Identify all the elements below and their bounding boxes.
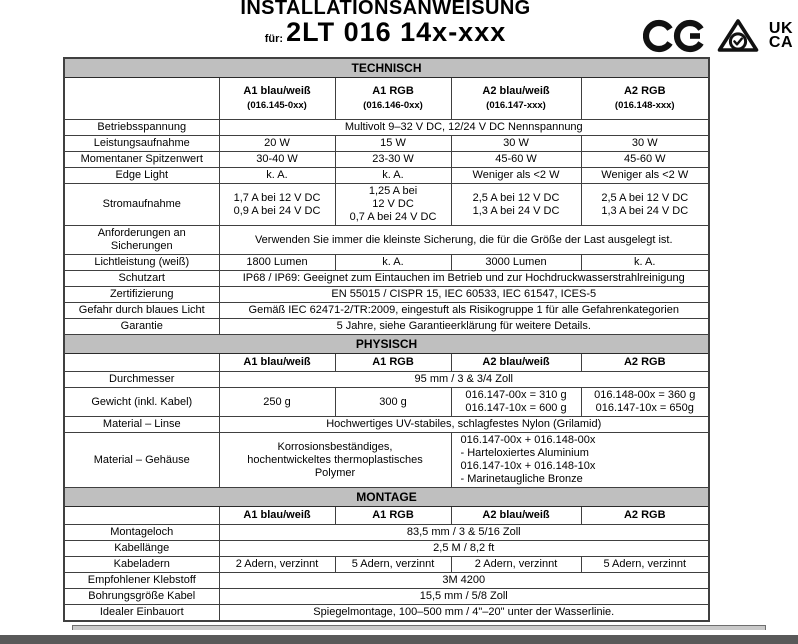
spec-value: 15 W bbox=[335, 136, 451, 152]
spec-label: Stromaufnahme bbox=[64, 184, 219, 226]
column-name: A1 blau/weiß bbox=[243, 509, 311, 521]
column-name: A2 RGB bbox=[623, 356, 666, 368]
table-row bbox=[64, 433, 709, 488]
spec-value: 250 g bbox=[219, 388, 335, 417]
spec-label: Betriebsspannung bbox=[64, 120, 219, 136]
table-row bbox=[64, 372, 709, 388]
section-title: PHYSISCH bbox=[64, 335, 709, 354]
value-line: 016.147-00x + 016.148-00x bbox=[460, 434, 596, 446]
spec-label: Montageloch bbox=[64, 525, 219, 541]
spec-value: IP68 / IP69: Geeignet zum Eintauchen im Betrieb und zur Hochdruckwasserstrahlreinigung bbox=[219, 271, 709, 287]
spec-value bbox=[581, 184, 709, 226]
table-row bbox=[64, 226, 709, 255]
column-header bbox=[335, 78, 451, 120]
spec-table-body bbox=[64, 58, 709, 621]
table-row bbox=[64, 287, 709, 303]
spec-value: 20 W bbox=[219, 136, 335, 152]
column-header-empty bbox=[64, 507, 219, 525]
spec-value bbox=[581, 388, 709, 417]
column-header-row bbox=[64, 78, 709, 120]
value-line: 0,9 A bei 24 V DC bbox=[233, 204, 321, 217]
table-row bbox=[64, 303, 709, 319]
value-line: 1,3 A bei 24 V DC bbox=[601, 204, 689, 217]
column-header bbox=[219, 78, 335, 120]
value-line: 2,5 A bei 12 V DC bbox=[601, 191, 689, 204]
value-line: 0,7 A bei 24 V DC bbox=[349, 211, 437, 223]
table-row bbox=[64, 152, 709, 168]
ce-mark-icon bbox=[643, 18, 707, 54]
spec-value bbox=[219, 184, 335, 226]
spec-label: Momentaner Spitzenwert bbox=[64, 152, 219, 168]
column-name: A2 blau/weiß bbox=[482, 356, 550, 368]
table-row bbox=[64, 136, 709, 152]
spec-value: 23-30 W bbox=[335, 152, 451, 168]
ukca-line-2: CA bbox=[768, 34, 793, 51]
table-row bbox=[64, 319, 709, 335]
spec-value: Weniger als <2 W bbox=[581, 168, 709, 184]
spec-value bbox=[451, 433, 709, 488]
spec-label: Anforderungen an Sicherungen bbox=[64, 226, 219, 255]
table-row bbox=[64, 271, 709, 287]
next-section-cut-bar bbox=[72, 625, 766, 630]
spec-value bbox=[451, 388, 581, 417]
spec-label: Zertifizierung bbox=[64, 287, 219, 303]
value-line: - Harteloxiertes Aluminium bbox=[460, 447, 589, 459]
section-title: MONTAGE bbox=[64, 488, 709, 507]
value-line: 1,3 A bei 24 V DC bbox=[472, 204, 560, 217]
spec-label: Leistungsaufnahme bbox=[64, 136, 219, 152]
document-header bbox=[0, 0, 798, 57]
spec-value: 2 Adern, verzinnt bbox=[451, 557, 581, 573]
spec-value: 83,5 mm / 3 & 5/16 Zoll bbox=[219, 525, 709, 541]
column-header bbox=[451, 354, 581, 372]
column-part-number: (016.147-xxx) bbox=[486, 100, 546, 111]
subtitle-prefix: für: bbox=[264, 33, 284, 45]
page-title: INSTALLATIONSANWEISUNG bbox=[240, 0, 531, 19]
column-name: A2 blau/weiß bbox=[482, 509, 550, 521]
spec-label: Bohrungsgröße Kabel bbox=[64, 589, 219, 605]
column-part-number: (016.148-xxx) bbox=[614, 100, 675, 111]
column-header bbox=[335, 354, 451, 372]
value-line: 2,5 A bei 12 V DC bbox=[472, 191, 560, 204]
spec-label: Material – Gehäuse bbox=[64, 433, 219, 488]
column-header bbox=[451, 78, 581, 120]
spec-value: 5 Adern, verzinnt bbox=[335, 557, 451, 573]
value-line: 016.147-10x = 600 g bbox=[465, 402, 567, 414]
table-row bbox=[64, 589, 709, 605]
column-header bbox=[335, 507, 451, 525]
model-number: 2LT 016 14x-xxx bbox=[286, 17, 507, 47]
spec-value: 30 W bbox=[451, 136, 581, 152]
table-row bbox=[64, 388, 709, 417]
section-title: TECHNISCH bbox=[64, 58, 709, 78]
footer-cut-bar bbox=[0, 635, 798, 644]
value-line: 016.147-00x = 310 g bbox=[465, 389, 567, 401]
spec-value: EN 55015 / CISPR 15, IEC 60533, IEC 61547, ICES-5 bbox=[219, 287, 709, 303]
spec-value: Weniger als <2 W bbox=[451, 168, 581, 184]
spec-value: 95 mm / 3 & 3/4 Zoll bbox=[219, 372, 709, 388]
spec-value bbox=[451, 184, 581, 226]
value-line: 016.147-10x = 650g bbox=[595, 402, 694, 414]
spec-value: Verwenden Sie immer die kleinste Sicherung, die für die Größe der Last ausgelegt ist. bbox=[219, 226, 709, 255]
spec-value: 300 g bbox=[335, 388, 451, 417]
column-name: A1 RGB bbox=[372, 85, 414, 97]
rcm-mark-icon bbox=[716, 17, 760, 55]
column-header bbox=[451, 507, 581, 525]
spec-label: Edge Light bbox=[64, 168, 219, 184]
column-name: A2 blau/weiß bbox=[482, 85, 550, 97]
spec-value: 3M 4200 bbox=[219, 573, 709, 589]
column-header bbox=[219, 354, 335, 372]
table-row bbox=[64, 573, 709, 589]
spec-value: k. A. bbox=[581, 255, 709, 271]
spec-label: Gewicht (inkl. Kabel) bbox=[64, 388, 219, 417]
column-header-empty bbox=[64, 354, 219, 372]
spec-value: 2 Adern, verzinnt bbox=[219, 557, 335, 573]
value-line: - Marinetaugliche Bronze bbox=[460, 473, 583, 485]
column-part-number: (016.145-0xx) bbox=[247, 100, 307, 111]
table-row bbox=[64, 120, 709, 136]
spec-value: 30 W bbox=[581, 136, 709, 152]
spec-label: Kabeladern bbox=[64, 557, 219, 573]
spec-label: Gefahr durch blaues Licht bbox=[64, 303, 219, 319]
spec-label: Kabellänge bbox=[64, 541, 219, 557]
value-line: Korrosionsbeständiges, bbox=[277, 440, 393, 453]
spec-value: k. A. bbox=[219, 168, 335, 184]
ukca-mark-icon bbox=[769, 22, 793, 50]
spec-label: Idealer Einbauort bbox=[64, 605, 219, 622]
spec-label: Garantie bbox=[64, 319, 219, 335]
spec-value: 1800 Lumen bbox=[219, 255, 335, 271]
column-header bbox=[219, 507, 335, 525]
value-line: 016.147-10x + 016.148-10x bbox=[460, 460, 596, 472]
table-row bbox=[64, 557, 709, 573]
column-header bbox=[581, 354, 709, 372]
value-line: 1,7 A bei 12 V DC bbox=[233, 191, 321, 204]
value-line: 016.148-00x = 360 g bbox=[594, 389, 696, 401]
column-name: A1 blau/weiß bbox=[243, 85, 311, 97]
spec-value: 15,5 mm / 5/8 Zoll bbox=[219, 589, 709, 605]
column-part-number: (016.146-0xx) bbox=[363, 100, 423, 111]
value-line: 1,25 A bei bbox=[368, 185, 418, 197]
column-name: A2 RGB bbox=[623, 509, 666, 521]
spec-label: Material – Linse bbox=[64, 417, 219, 433]
column-name: A1 RGB bbox=[372, 509, 414, 521]
subtitle bbox=[63, 17, 708, 48]
spec-label: Durchmesser bbox=[64, 372, 219, 388]
spec-value: k. A. bbox=[335, 168, 451, 184]
table-row bbox=[64, 525, 709, 541]
spec-table bbox=[63, 57, 710, 622]
spec-value: 30-40 W bbox=[219, 152, 335, 168]
column-header-row bbox=[64, 507, 709, 525]
spec-value: 3000 Lumen bbox=[451, 255, 581, 271]
table-row bbox=[64, 605, 709, 622]
spec-value bbox=[219, 433, 451, 488]
spec-label: Schutzart bbox=[64, 271, 219, 287]
column-header bbox=[581, 78, 709, 120]
spec-value: 5 Jahre, siehe Garantieerklärung für weitere Details. bbox=[219, 319, 709, 335]
spec-value: Multivolt 9–32 V DC, 12/24 V DC Nennspannung bbox=[219, 120, 709, 136]
section-bar-row bbox=[64, 488, 709, 507]
value-line: 12 V DC bbox=[372, 198, 414, 210]
spec-label: Lichtleistung (weiß) bbox=[64, 255, 219, 271]
spec-value: 2,5 M / 8,2 ft bbox=[219, 541, 709, 557]
spec-value: Spiegelmontage, 100–500 mm / 4"–20" unter der Wasserlinie. bbox=[219, 605, 709, 622]
spec-value: 45-60 W bbox=[451, 152, 581, 168]
table-row bbox=[64, 417, 709, 433]
spec-value: Hochwertiges UV-stabiles, schlagfestes Nylon (Grilamid) bbox=[219, 417, 709, 433]
table-row bbox=[64, 184, 709, 226]
spec-label: Empfohlener Klebstoff bbox=[64, 573, 219, 589]
table-row bbox=[64, 168, 709, 184]
spec-value: 5 Adern, verzinnt bbox=[581, 557, 709, 573]
column-header-empty bbox=[64, 78, 219, 120]
table-row bbox=[64, 255, 709, 271]
value-line: Polymer bbox=[314, 466, 356, 479]
spec-value: k. A. bbox=[335, 255, 451, 271]
column-name: A2 RGB bbox=[623, 85, 666, 97]
certification-marks bbox=[643, 17, 793, 55]
spec-value bbox=[335, 184, 451, 226]
table-row bbox=[64, 541, 709, 557]
ukca-line-1: UK bbox=[768, 20, 793, 37]
column-header bbox=[581, 507, 709, 525]
spec-value: 45-60 W bbox=[581, 152, 709, 168]
value-line: hochentwickeltes thermoplastisches bbox=[247, 453, 423, 466]
section-bar-row bbox=[64, 335, 709, 354]
column-name: A1 blau/weiß bbox=[243, 356, 311, 368]
section-bar-row bbox=[64, 58, 709, 78]
spec-value: Gemäß IEC 62471-2/TR:2009, eingestuft als Risikogruppe 1 für alle Gefahrenkategorien bbox=[219, 303, 709, 319]
column-header-row bbox=[64, 354, 709, 372]
column-name: A1 RGB bbox=[372, 356, 414, 368]
